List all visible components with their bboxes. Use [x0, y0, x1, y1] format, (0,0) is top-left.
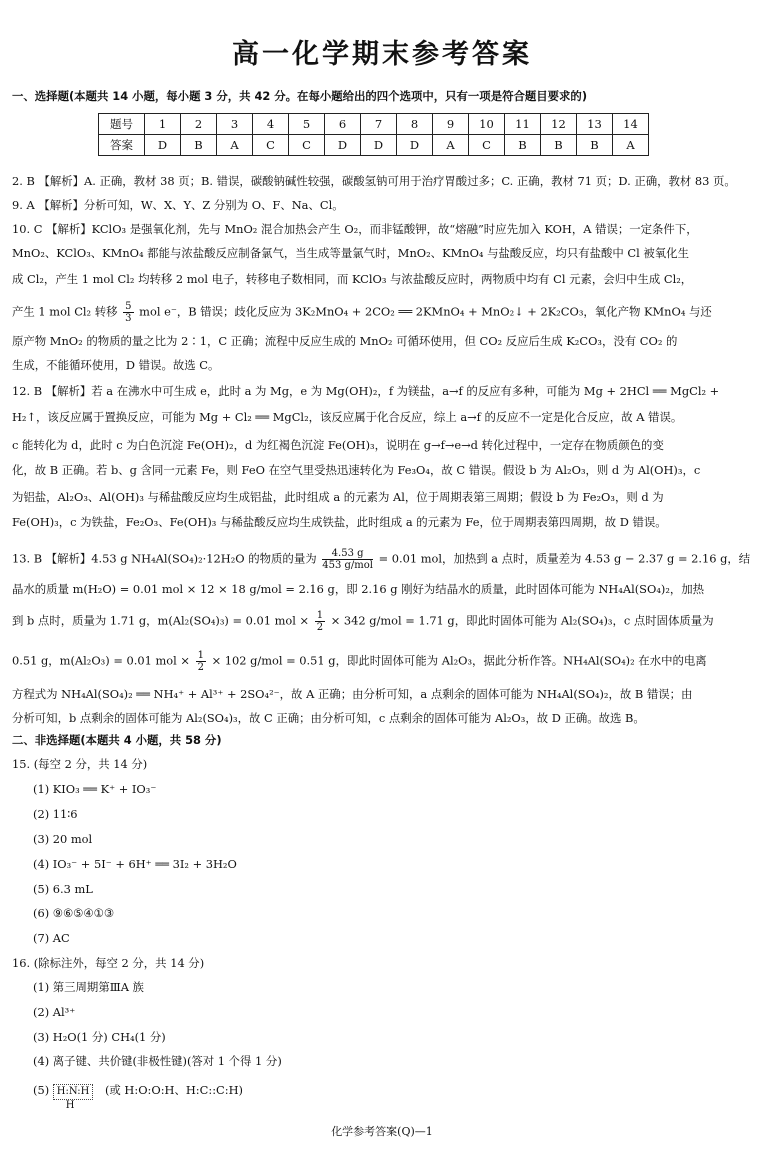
fraction-numerator: 1 — [316, 610, 324, 621]
answer-q10-line: 原产物 MnO₂ 的物质的量之比为 2∶1，C 正确；流程中反应生成的 MnO₂ 可循环使用，但 CO₂ 反应后生成 K₂CO₃，没有 CO₂ 的 — [12, 334, 678, 348]
table-cell: B — [181, 135, 217, 156]
answer-q16-line: (1) 第三周期第ⅢA 族 — [33, 980, 144, 994]
answer-q16-line: 16. (除标注外，每空 2 分，共 14 分) — [12, 956, 205, 970]
answer-q15-line: (2) 11∶6 — [33, 807, 78, 821]
q16-5-alt: (或 H:O:O:H、H:C::C:H) — [104, 1083, 243, 1097]
table-cell: A — [433, 135, 469, 156]
answer-q16-line — [33, 1083, 243, 1111]
answer-q15-line: (1) KIO₃ ══ K⁺ + IO₃⁻ — [33, 782, 157, 796]
electron-dot-structure — [53, 1084, 94, 1111]
q16-5-label: (5) — [33, 1083, 50, 1097]
answer-q13-line: 分析可知，b 点剩余的固体可能为 Al₂(SO₄)₃，故 C 正确；由分析可知，c 点剩余的固体可能为 Al₂O₃，故 D 正确。故选 B。 — [12, 711, 645, 725]
answer-q12-line: Fe(OH)₃，c 为铁盐，Fe₂O₃、Fe(OH)₃ 与稀盐酸反应均生成铁盐，此时组成 a 的元素为 Fe，位于周期表第四周期，故 D 错误。 — [12, 515, 667, 529]
q10-text-b: mol e⁻，B 错误；歧化反应为 3K₂MnO₄ + 2CO₂ ══ 2KMnO₄ + MnO₂↓ + 2K₂CO₃，氧化产物 KMnO₄ 与还 — [139, 304, 712, 319]
fraction — [315, 610, 325, 633]
fraction — [322, 548, 373, 571]
table-cell: 13 — [577, 114, 613, 135]
answer-q10-line: 成 Cl₂，产生 1 mol Cl₂ 均转移 2 mol 电子，转移电子数相同，而 KClO₃ 与浓盐酸反应时，两物质中均有 Cl 元素，会归中生成 Cl₂， — [12, 272, 693, 286]
answer-q13-line: 晶水的质量 m(H₂O) = 0.01 mol × 12 × 18 g/mol = 2.16 g，即 2.16 g 刚好为结晶水的质量，此时固体可能为 NH₄Al(SO₄)₂，加热 — [12, 582, 705, 596]
answer-table — [98, 113, 649, 156]
answer-q16-line: (2) Al³⁺ — [33, 1005, 76, 1019]
answer-q15-line: 15. (每空 2 分，共 14 分) — [12, 757, 148, 771]
answer-q15-line: (5) 6.3 mL — [33, 882, 93, 896]
section2-header: 二、非选择题(本题共 4 小题，共 58 分) — [12, 733, 222, 747]
table-cell: 6 — [325, 114, 361, 135]
fraction-numerator: 1 — [197, 650, 204, 661]
table-cell: B — [541, 135, 577, 156]
fraction — [123, 301, 133, 324]
q13-text-b: = 0.01 mol，加热到 a 点时，质量差为 4.53 g − 2.37 g = 2.16 g，结 — [378, 551, 751, 566]
answer-q12-line: 化，故 B 正确。若 b、g 含同一元素 Fe，则 FeO 在空气里受热迅速转化为 Fe₃O₄，故 C 错误。假设 b 为 Al₂O₃，则 d 为 Al(OH)₃，c — [12, 463, 701, 477]
table-cell: 10 — [469, 114, 505, 135]
answer-q10-line — [12, 301, 712, 324]
table-header-cell: 答案 — [99, 135, 145, 156]
answer-q12-line: 为铝盐，Al₂O₃、Al(OH)₃ 与稀盐酸反应均生成铝盐，此时组成 a 的元素为 Al，位于周期表第三周期；假设 b 为 Fe₂O₃，则 d 为 — [12, 490, 664, 504]
q10-text-a: 产生 1 mol Cl₂ 转移 — [12, 304, 118, 319]
table-row-answers — [99, 135, 649, 156]
table-cell: 12 — [541, 114, 577, 135]
table-header-cell: 题号 — [99, 114, 145, 135]
table-cell: C — [289, 135, 325, 156]
answer-q12-line: H₂↑，该反应属于置换反应，可能为 Mg + Cl₂ ══ MgCl₂，该反应属于化合反应，综上 a→f 的反应不一定是化合反应，故 A 错误。 — [12, 410, 683, 424]
table-cell: A — [613, 135, 649, 156]
answer-q15-line: (3) 20 mol — [33, 832, 93, 846]
answer-q16-line: (4) 离子键、共价键(非极性键)(答对 1 个得 1 分) — [33, 1054, 282, 1068]
q13-text-d: × 342 g/mol = 1.71 g，即此时固体可能为 Al₂(SO₄)₃，c 点时固体质量为 — [330, 613, 714, 628]
fraction-numerator: 5 — [125, 301, 132, 312]
table-cell: 9 — [433, 114, 469, 135]
table-cell: 3 — [217, 114, 253, 135]
table-cell: D — [325, 135, 361, 156]
answer-q9: 9. A 【解析】分析可知，W、X、Y、Z 分别为 O、F、Na、Cl。 — [12, 198, 344, 212]
table-cell: 14 — [613, 114, 649, 135]
table-cell: C — [253, 135, 289, 156]
answer-q13-line — [12, 650, 707, 673]
table-cell: 7 — [361, 114, 397, 135]
q13-text-f: × 102 g/mol = 0.51 g，即此时固体可能为 Al₂O₃，据此分析作答。NH₄Al(SO₄)₂ 在水中的电离 — [211, 653, 707, 668]
q13-text-e: 0.51 g，m(Al₂O₃) = 0.01 mol × — [12, 653, 190, 668]
table-cell: 1 — [145, 114, 181, 135]
table-cell: B — [505, 135, 541, 156]
answer-q10-line: 10. C 【解析】KClO₃ 是强氧化剂，先与 MnO₂ 混合加热会产生 O₂，而非锰酸钾，故“熔融”时应先加入 KOH，A 错误；一定条件下， — [12, 222, 698, 236]
page-footer: 化学参考答案(Q)—1 — [331, 1125, 433, 1138]
structure-bottom: H — [65, 1100, 75, 1111]
answer-q15-line: (7) AC — [33, 931, 70, 945]
page-title: 高一化学期末参考答案 — [232, 39, 532, 70]
table-cell: A — [217, 135, 253, 156]
table-cell: 4 — [253, 114, 289, 135]
fraction-denominator: 2 — [316, 622, 324, 633]
answer-q13-line — [12, 610, 714, 633]
table-row-numbers — [99, 114, 649, 135]
table-cell: D — [397, 135, 433, 156]
table-cell: 11 — [505, 114, 541, 135]
answer-q12-line: c 能转化为 d，此时 c 为白色沉淀 Fe(OH)₂，d 为红褐色沉淀 Fe(OH)₃，说明在 g→f→e→d 转化过程中，一定存在物质颜色的变 — [12, 438, 664, 452]
answer-q16-line: (3) H₂O(1 分) CH₄(1 分) — [33, 1030, 166, 1044]
answer-q10-line: MnO₂、KClO₃、KMnO₄ 都能与浓盐酸反应制备氯气，当生成等量氯气时，MnO₂、KMnO₄ 与盐酸反应，均只有盐酸中 Cl 被氧化生 — [12, 246, 689, 260]
q13-text-c: 到 b 点时，质量为 1.71 g，m(Al₂(SO₄)₃) = 0.01 mol × — [12, 613, 310, 628]
answer-q12-line: 12. B 【解析】若 a 在沸水中可生成 e，此时 a 为 Mg，e 为 Mg(OH)₂，f 为镁盐，a→f 的反应有多种，可能为 Mg + 2HCl ══ MgCl₂ + — [12, 384, 720, 398]
answer-q13-line — [12, 548, 750, 571]
table-cell: C — [469, 135, 505, 156]
fraction-denominator: 453 g/mol — [322, 560, 373, 571]
table-cell: 8 — [397, 114, 433, 135]
section1-header: 一、选择题(本题共 14 小题，每小题 3 分，共 42 分。在每小题给出的四个选项中，只有一项是符合题目要求的) — [12, 89, 588, 103]
table-cell: D — [361, 135, 397, 156]
structure-top: H:N:H — [56, 1086, 90, 1097]
fraction — [196, 650, 206, 673]
table-cell: D — [145, 135, 181, 156]
table-cell: B — [577, 135, 613, 156]
table-cell: 2 — [181, 114, 217, 135]
answer-q15-line: (4) IO₃⁻ + 5I⁻ + 6H⁺ ══ 3I₂ + 3H₂O — [33, 857, 237, 871]
fraction-denominator: 3 — [125, 313, 132, 324]
answer-q15-line: (6) ⑨⑥⑤④①③ — [33, 906, 115, 920]
fraction-numerator: 4.53 g — [322, 548, 373, 560]
answer-q13-line: 方程式为 NH₄Al(SO₄)₂ ══ NH₄⁺ + Al³⁺ + 2SO₄²⁻，故 A 正确；由分析可知，a 点剩余的固体可能为 NH₄Al(SO₄)₂，故 B 错误；由 — [12, 687, 693, 701]
fraction-denominator: 2 — [197, 662, 204, 673]
answer-q2: 2. B 【解析】A. 正确，教材 38 页；B. 错误，碳酸钠碱性较强，碳酸氢钠可用于治疗胃酸过多；C. 正确，教材 71 页；D. 正确，教材 83 页。 — [12, 174, 736, 188]
q13-text-a: 13. B 【解析】4.53 g NH₄Al(SO₄)₂·12H₂O 的物质的量为 — [12, 551, 317, 566]
table-cell: 5 — [289, 114, 325, 135]
answer-q10-line: 生成，不能循环使用，D 错误。故选 C。 — [12, 358, 220, 372]
